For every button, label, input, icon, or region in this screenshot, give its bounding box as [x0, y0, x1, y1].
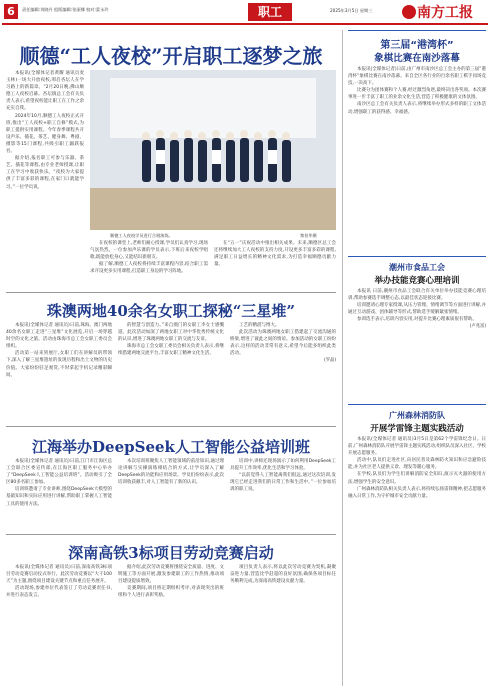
article2-para: 此次活动为珠澳两地女职工搭建起了交流沟通的桥梁,增进了彼此之间的情谊。参加活动的女职工纷纷表示,这样的活动非常有意义,希望今后能多组织此类活动。 — [230, 330, 336, 357]
article3-col1 — [6, 458, 112, 530]
article4-para: 本报讯(全媒体记者 通讯员)日前,深南高铁3标项目劳动竞赛启动仪式举行。此次劳动竞赛以“大干100天”为主题,围绕项目建设关键节点和重点任务展开。 — [6, 565, 112, 585]
sidebar3-title: 广州森林消防队 — [389, 411, 445, 420]
article2-para: 活动第一站来到展厅,女职工们在讲解员的带领下,深入了解三星堆遗址的发现历程和出土文物的历史价值。大家纷纷驻足观赏,不时拿起手机记录精彩瞬间。 — [6, 351, 112, 378]
article4-para: 项目负责人表示,将以此次劳动竞赛为契机,凝聚奋进力量,营造比学赶超的良好氛围,确保各项目标任务顺利完成,为深南高铁建设贡献力量。 — [230, 565, 336, 585]
section-label: 职工 — [248, 3, 292, 21]
sidebar3-body — [348, 436, 486, 684]
divider — [6, 292, 336, 293]
sidebar1-subtitle: 象棋比赛在南沙落幕 — [374, 53, 460, 64]
article1-photo-credit: 黎伯华摄 — [300, 233, 317, 238]
article3-para: 培训班邀请了专业讲师,围绕DeepSeek大模型的基础知识和实际应用进行讲解,帮助职工掌握人工智能工具的使用方法。 — [6, 487, 112, 507]
article1-title: 顺德“工人夜校”开启职工逐梦之旅 — [19, 44, 323, 68]
article2-para: 本报讯(全媒体记者 通讯员)日前,珠海、澳门两地40余名女职工走进“三星堆”文化展览,开启一场穿越时空的文化之旅。活动由珠海市总工会女职工委员会组织。 — [6, 323, 112, 350]
column-divider — [342, 30, 343, 686]
sidebar3-subtitle: 开展学雷锋主题实践活动 — [370, 424, 464, 434]
editors-line: 责任编辑:刘晓丹 组版编辑:张丽娜 校对:蒙永玲 — [22, 7, 109, 12]
article1-col2 — [90, 240, 208, 288]
article2-col2 — [118, 322, 224, 422]
article4-col3 — [230, 564, 336, 684]
article3-para: 本次培训班聚焦人工智能领域的前沿知识,通过理论讲解与实操演练相结合的方式,让学员深入了解DeepSeek的功能和应用场景。学员们纷纷表示,此次培训收获颇丰,对人工智能有了新的认识。 — [118, 459, 224, 486]
sidebar-rule — [348, 404, 486, 405]
choir-photo-icon — [90, 70, 336, 230]
article2-title: 珠澳两地40余名女职工探秘“三星堆” — [46, 302, 296, 320]
article2-col1 — [6, 322, 112, 422]
article2-para: 工艺的精湛与博大。 — [239, 323, 280, 328]
masthead-rule — [2, 23, 488, 25]
sidebar3-para: 本报讯(全媒体记者 通讯员)3月5日是第62个学雷锋纪念日。日前,广州森林消防队开展学雷锋主题实践活动,组织队员深入社区、学校开展志愿服务。 — [348, 437, 486, 457]
article4-para: 活动现场,参建单位代表签订了劳动竞赛责任书,并进行表态发言。 — [6, 586, 112, 599]
masthead — [0, 0, 490, 26]
article3-para: “以前觉得人工智能离我们很远,通过这次培训,发现它已经走进我们的日常工作和生活中。”一位参加培训的职工说。 — [230, 473, 336, 493]
sidebar3-para: 活动中,队员们走进社区,向居民普及森林防火知识和应急避险技能,并为社区老人提供义诊、理发等暖心服务。 — [348, 458, 486, 471]
article3-para: 本报讯(全媒体记者 通讯员)日前,江门市江海区总工会联合区委宣传部,在江海区职工服务中心举办了“DeepSeek人工智能公益培训班”。活动吸引了全区80多名职工参加。 — [6, 459, 112, 486]
sidebar1-para: 南沙区总工会有关负责人表示,将继续举办形式多样的职工文体活动,增强职工的获得感、幸福感。 — [348, 102, 486, 115]
logo-text: 南方工报 — [417, 5, 473, 21]
divider — [6, 534, 336, 535]
sidebar2-para: 本报讯 日前,潮州市食品工会联合有关单位举办技能竞赛心理培训,帮助参赛选手调整心态,以最佳状态迎接比赛。 — [348, 289, 486, 302]
article2-para: 珠海市总工会女职工委员会相关负责人表示,将继续搭建两地交流平台,丰富女职工精神文化生活。 — [118, 344, 224, 357]
sidebar3-para: 广州森林消防队相关负责人表示,将持续弘扬雷锋精神,把志愿服务融入日常工作,为守护城市安全贡献力量。 — [348, 486, 486, 499]
sidebar2-para: 培训邀请心理专家授课,从压力管理、情绪调节等方面进行讲解,并通过互动游戏、团体辅导等形式,帮助选手缓解紧张情绪。 — [348, 303, 486, 316]
article3-title: 江海举办DeepSeek人工智能公益培训班 — [32, 438, 310, 456]
newspaper-logo — [402, 2, 486, 22]
sidebar-rule — [348, 256, 486, 257]
article1-photo — [90, 70, 336, 230]
article4-para: 竞赛期间,项目将定期组织考评,对表现突出的班组和个人进行表彰奖励。 — [118, 586, 224, 599]
article4-col2 — [118, 564, 224, 684]
sidebar2-body — [348, 288, 486, 398]
article1-para: 据了解,顺德工人夜校将持续丰富课程内容,结合职工需求开设更多实用课程,打造职工身边的学习阵地。 — [90, 262, 208, 275]
divider — [6, 426, 336, 427]
article1-col1 — [6, 70, 84, 255]
article1-para: 在夜校的课堂上,老师们耐心授课,学员们认真学习,现场气氛热烈。一位参加声乐课的学员表示,下班后来夜校学唱歌,既能放松身心,又能结识新朋友。 — [90, 241, 208, 261]
sidebar1-para: 本报讯(全媒体记者)日前,由广州市南沙区总工会主办的第三届“港湾杯”象棋比赛在南沙落幕。来自全区各行业的百余名职工棋手同场竞技,一决高下。 — [348, 67, 486, 87]
article2-col3 — [230, 322, 336, 422]
sidebar2-reporter: (卢兆富) — [469, 324, 486, 330]
article2-para: 的智慧与创造力。”来自澳门的女职工李女士感慨道。此次活动加深了两地女职工对中华优秀传统文化的认识,增进了珠澳两地女职工的交流与友谊。 — [118, 323, 224, 343]
article4-title: 深南高铁3标项目劳动竞赛启动 — [68, 544, 274, 562]
sidebar3-para: 在学校,队员们为学生们讲解消防安全知识,演示灭火器的使用方法,增强学生的安全意识。 — [348, 472, 486, 485]
sidebar2-para: 参训选手表示,培训内容实用,对提升比赛心理素质很有帮助。 — [357, 317, 477, 323]
article1-col3 — [214, 240, 336, 288]
article2-reporter: (罗晶) — [324, 358, 336, 364]
sidebar1-body — [348, 66, 486, 252]
logo-mark-icon — [402, 5, 416, 19]
article1-para: 本报讯(全媒体记者黄耀 通讯员麦玉林)一场大开放夜校,叩启杏坛人在学习路上的新篇章。“2月20日晚,佛山顺德工人夜校启幕。杏坛镇总工会有关负责人表示,希望夜校能让职工在工作之余充实自我。 — [6, 71, 84, 112]
sidebar1-para: 比赛分为团体赛和个人赛,经过激烈角逐,最终决出各奖项。本次赛事进一步丰富了职工的业余文化生活,营造了积极健康的文体氛围。 — [348, 88, 486, 101]
article1-para: 据介绍,报名职工可参与乐器、茶艺、插花等课程,由专业老师授课,让职工在学习中收获快乐。“夜校为大家提供了丰富多彩的课程,在家门口就能学习。”一位学员说。 — [6, 156, 84, 190]
article4-col1 — [6, 564, 112, 684]
sidebar-rule — [348, 30, 486, 31]
article3-col2 — [118, 458, 224, 530]
page-number: 6 — [4, 4, 18, 19]
issue-date: 2025年3月5日 星期三 — [330, 8, 373, 13]
sidebar1-title: 第三届“港湾杯” — [380, 40, 454, 51]
sidebar2-title: 潮州市食品工会 — [389, 263, 445, 272]
article1-para: 在“五一”庆祝活动中推出相关成果。未来,顺德区总工会还将继续加大工人夜校的支持力度,开设更多丰富多彩的课程,满足职工日益增长的精神文化需求,为打造幸福顺德贡献力量。 — [214, 241, 336, 268]
article3-para: 培训中,讲师还现场演示了如何利用DeepSeek工具提升工作效率,优化生活和学习体验。 — [230, 459, 336, 472]
article4-para: 据介绍,此次劳动竞赛将围绕安全质量、进度、文明施工等方面开展,激发参建职工的工作热情,推动项目建设提质增效。 — [118, 565, 224, 585]
sidebar2-subtitle: 举办技能竞赛心理培训 — [374, 276, 460, 286]
article1-photo-caption: 顺德工人夜校学员进行合唱演练。 — [110, 233, 173, 238]
article3-col3 — [230, 458, 336, 530]
article1-para: 2024年10月,顺德工人夜校正式开班,推出“工人夜校+职工自修”模式,为职工提供实用课程。今年春季课程共开设声乐、插花、茶艺、健身舞、粤剧、摄影等15门课程,共吸引职工踊跃报名。 — [6, 113, 84, 155]
